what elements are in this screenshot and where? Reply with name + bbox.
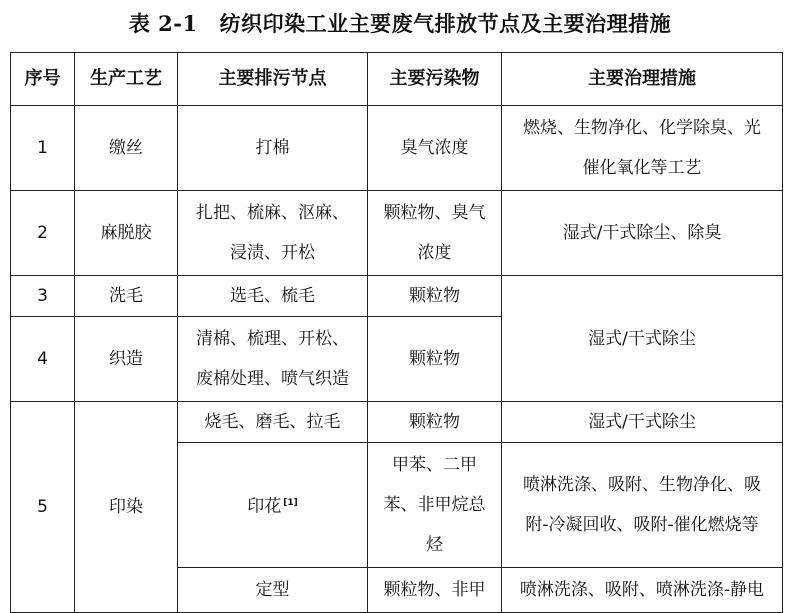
node-text: 印花	[247, 496, 282, 517]
node-line: 浸渍、开松	[230, 243, 315, 263]
table-row	[11, 402, 783, 443]
cell-pollutant: 颗粒物	[368, 276, 502, 317]
measure-line: 燃烧、生物净化、化学除臭、光	[523, 118, 761, 138]
table-caption	[0, 8, 800, 38]
node-line: 扎把、梳麻、沤麻、	[196, 203, 349, 223]
cell-process: 织造	[75, 317, 178, 402]
cell-process: 洗毛	[75, 276, 178, 317]
pollutant-line: 烃	[426, 535, 443, 555]
cell-no: 2	[11, 191, 75, 276]
cell-measure	[502, 106, 783, 191]
cell-node	[178, 317, 368, 402]
cell-node: 打棉	[178, 106, 368, 191]
cell-node: 定型	[178, 568, 368, 613]
table-row	[11, 276, 783, 317]
cell-no: 3	[11, 276, 75, 317]
pollutant-line: 甲苯、二甲	[392, 455, 477, 475]
measure-line: 喷淋洗涤、吸附、生物净化、吸	[523, 475, 761, 495]
pollutant-line: 颗粒物、臭气	[383, 203, 486, 223]
cell-measure: 喷淋洗涤、吸附、喷淋洗涤-静电	[502, 568, 783, 613]
cell-node	[178, 191, 368, 276]
footnote-ref: [1]	[283, 498, 298, 509]
header-no: 序号	[11, 53, 75, 106]
cell-process: 麻脱胶	[75, 191, 178, 276]
cell-pollutant	[368, 191, 502, 276]
node-line: 废棉处理、喷气织造	[196, 369, 349, 389]
cell-pollutant: 颗粒物	[368, 402, 502, 443]
cell-node	[178, 443, 368, 568]
table-row	[11, 106, 783, 191]
cell-no: 4	[11, 317, 75, 402]
emission-table	[10, 52, 783, 613]
pollutant-line: 浓度	[417, 243, 452, 263]
cell-process: 缴丝	[75, 106, 178, 191]
cell-no: 1	[11, 106, 75, 191]
pollutant-line: 苯、非甲烷总	[383, 495, 486, 515]
cell-process: 印染	[75, 402, 178, 613]
header-process: 生产工艺	[75, 53, 178, 106]
table-number: 表 2-1	[128, 11, 198, 36]
header-pollutant: 主要污染物	[368, 53, 502, 106]
cell-no: 5	[11, 402, 75, 613]
node-line: 清棉、梳理、开松、	[196, 329, 349, 349]
cell-node: 烧毛、磨毛、拉毛	[178, 402, 368, 443]
table-row	[11, 191, 783, 276]
measure-line: 催化氧化等工艺	[582, 158, 702, 178]
cell-measure: 湿式/干式除尘、除臭	[502, 191, 783, 276]
cell-pollutant: 颗粒物、非甲	[368, 568, 502, 613]
header-node: 主要排污节点	[178, 53, 368, 106]
header-measure: 主要治理措施	[502, 53, 783, 106]
measure-line: 附-冷凝回收、吸附-催化燃烧等	[525, 515, 759, 535]
cell-pollutant: 颗粒物	[368, 317, 502, 402]
cell-pollutant: 臭气浓度	[368, 106, 502, 191]
cell-measure: 湿式/干式除尘	[502, 402, 783, 443]
cell-measure	[502, 443, 783, 568]
cell-pollutant	[368, 443, 502, 568]
header-row	[11, 53, 783, 106]
table-title: 纺织印染工业主要废气排放节点及主要治理措施	[219, 11, 672, 36]
cell-node: 选毛、梳毛	[178, 276, 368, 317]
cell-measure: 湿式/干式除尘	[502, 276, 783, 402]
